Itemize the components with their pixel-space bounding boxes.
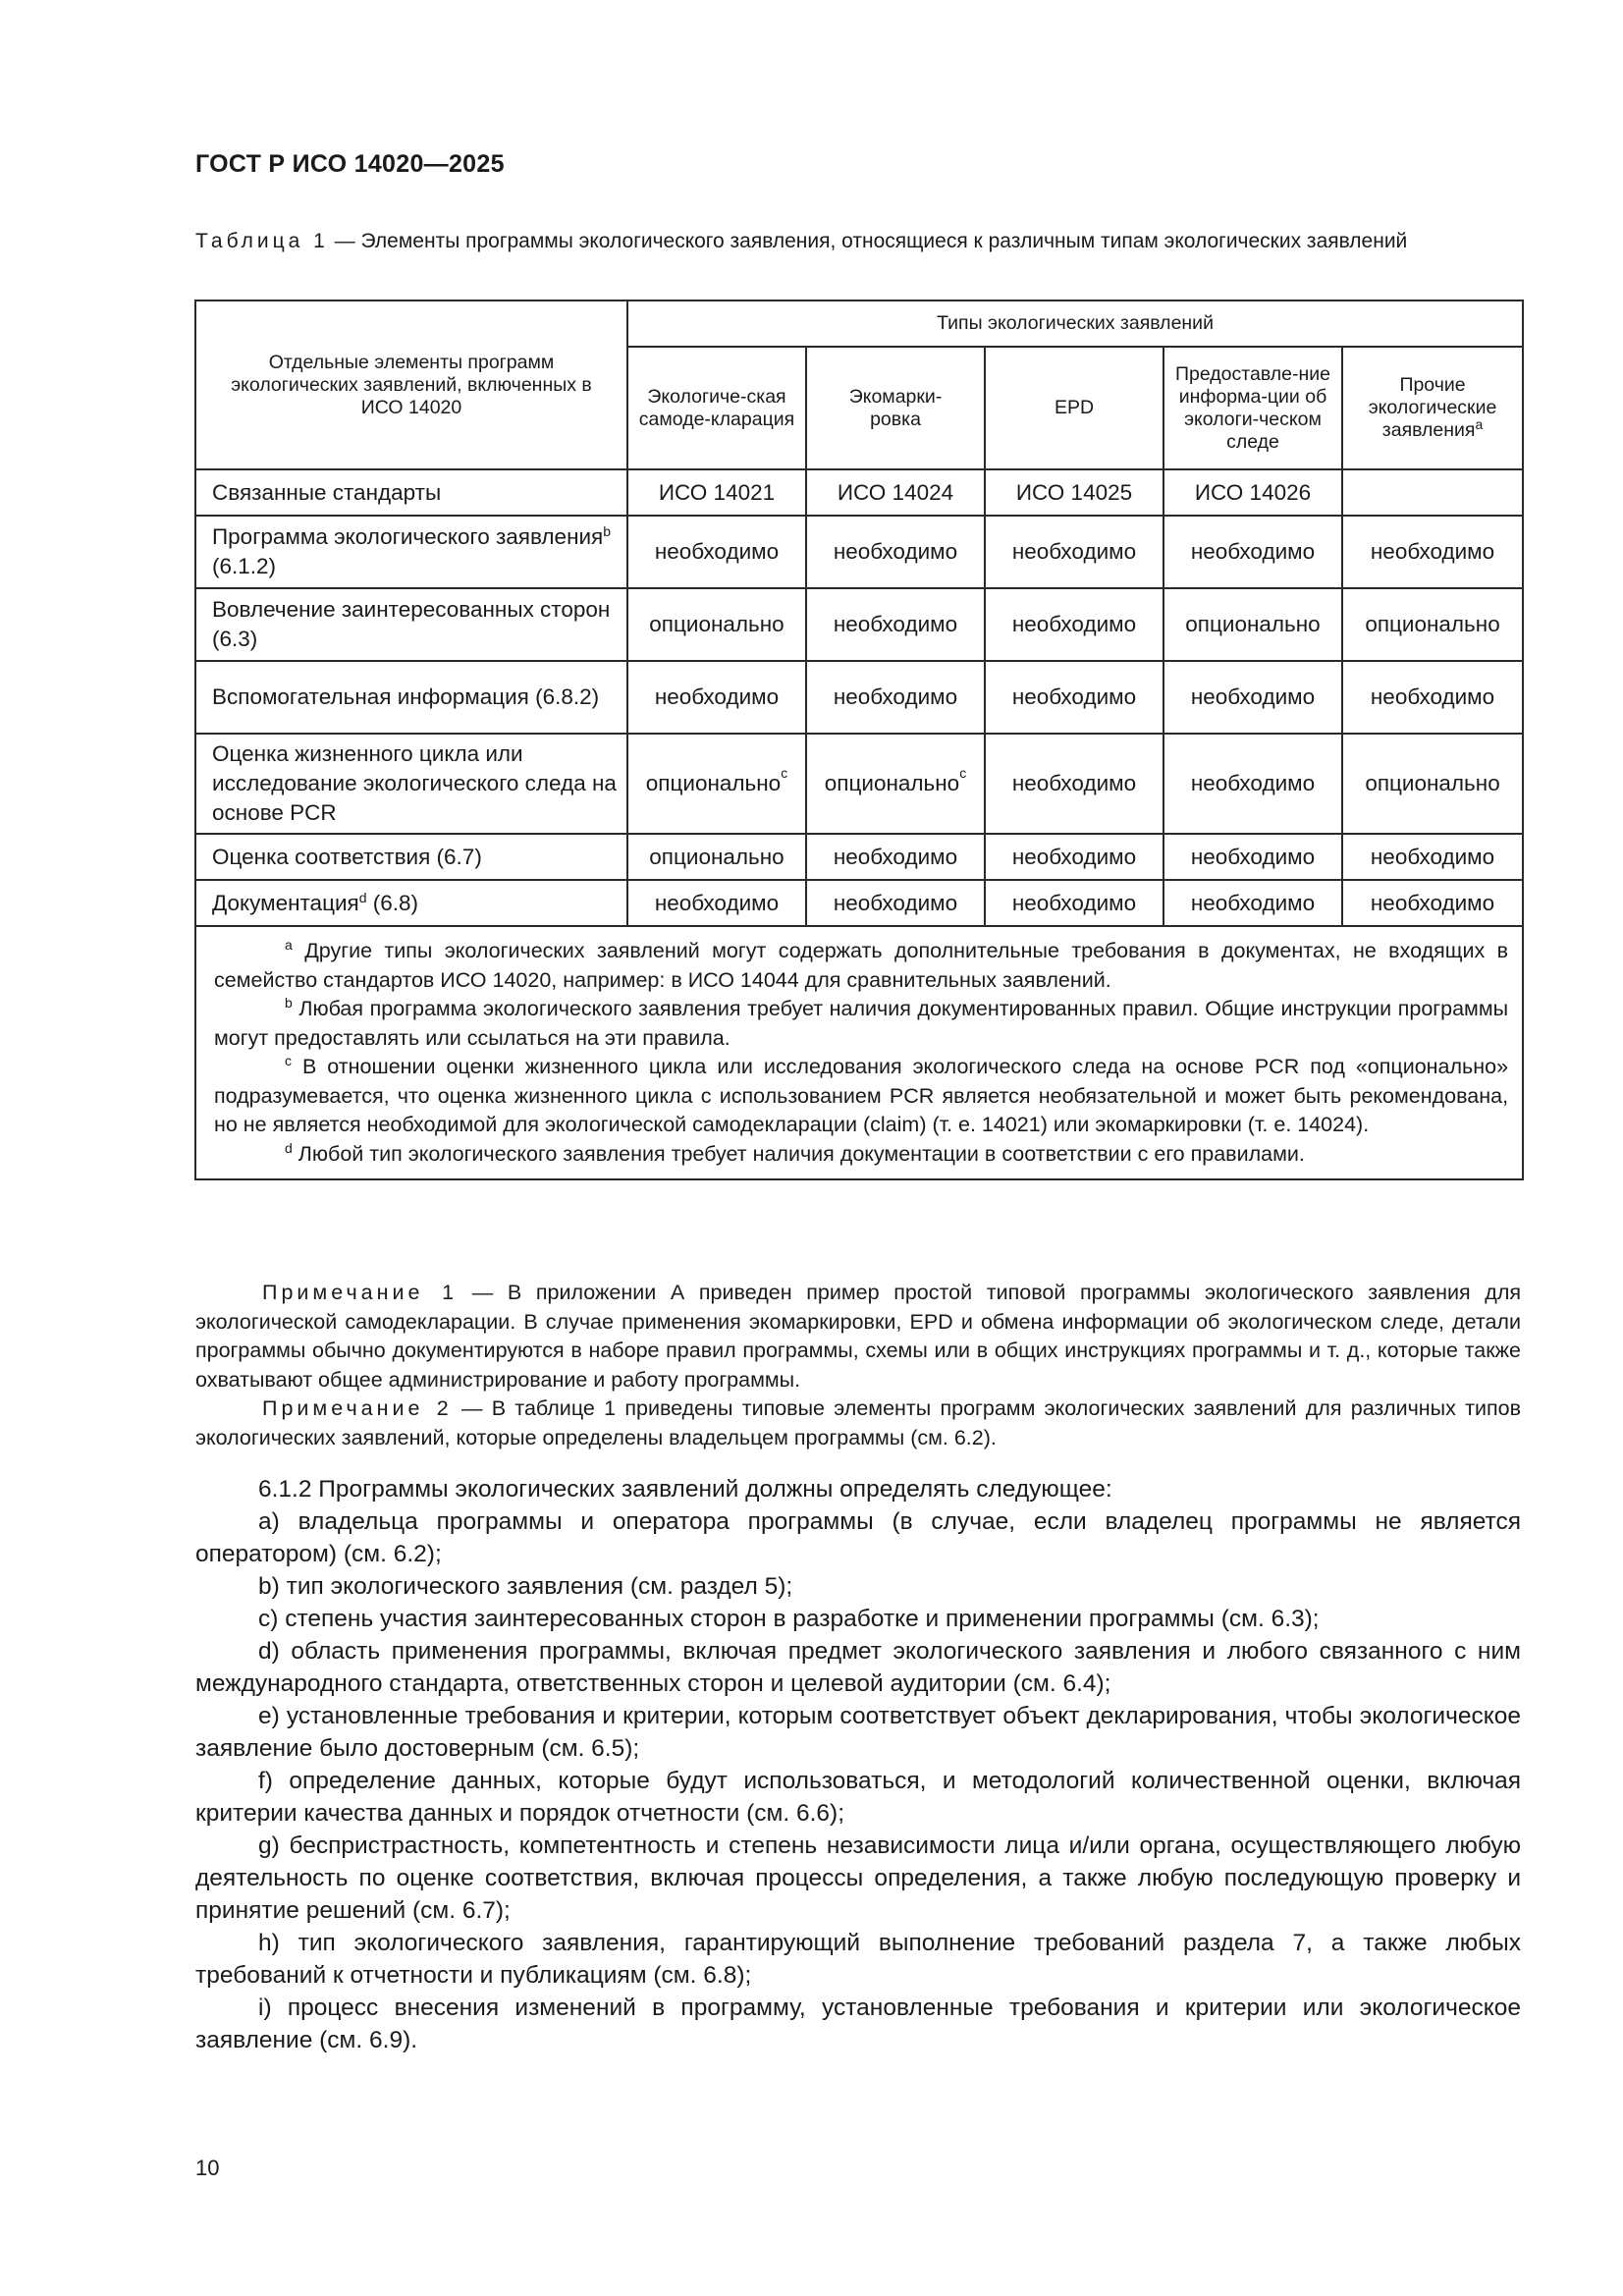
standard-header: ГОСТ Р ИСО 14020—2025 — [195, 150, 505, 178]
table-cell-text: опционально — [1365, 612, 1500, 636]
table-cell-text: необходимо — [833, 684, 958, 709]
footnote-text: В отношении оценки жизненного цикла или исследования экологического следа на основе PCR под «опционально» подразумевается, что оценка жизненного цикла с использованием PCR является необязательной и может быть рекомендована, но не является необходимой для экологической самодекларации (claim) (т. е. 14021) или экомаркировки (т. е. 14024). — [214, 1055, 1509, 1136]
table-cell — [806, 661, 985, 734]
table-row — [195, 834, 1523, 880]
table-cell-text: необходимо — [1370, 844, 1495, 869]
footnote-text: Любая программа экологического заявления требует наличия документированных правил. Общие инструкции программы могут предоставлять или ссылаться на эти правила. — [214, 997, 1509, 1050]
table-cell — [1163, 516, 1342, 588]
table-cell-text: необходимо — [1011, 844, 1137, 869]
col-header-other — [1342, 347, 1523, 469]
caption-text: — Элементы программы экологического заявления, относящиеся к различным типам экологических заявлений — [328, 230, 1408, 252]
table-cell-text: необходимо — [654, 890, 780, 915]
footnote-text: Любой тип экологического заявления требует наличия документации в соответствии с его правилами. — [292, 1141, 1305, 1166]
table-cell-text: ИСО 14025 — [1015, 479, 1133, 505]
col-header-ecolabel: Экомарки-ровка — [806, 347, 985, 469]
table-cell-text: необходимо — [1190, 771, 1316, 795]
table-cell-text: необходимо — [1011, 890, 1137, 915]
table-cell — [806, 734, 985, 834]
table-cell-text: необходимо — [1190, 844, 1316, 869]
table-cell — [1163, 469, 1342, 516]
table-cell — [1342, 834, 1523, 880]
note-1 — [195, 1279, 1521, 1394]
table-cell — [806, 516, 985, 588]
table-cell — [806, 880, 985, 926]
table-cell — [806, 588, 985, 661]
table-cell — [985, 661, 1163, 734]
table-cell-text: необходимо — [1370, 539, 1495, 564]
col-header-other-sup: a — [1475, 416, 1484, 432]
table-cell-text: необходимо — [654, 539, 780, 564]
table-cell — [806, 834, 985, 880]
section-heading-paragraph: 6.1.2 Программы экологических заявлений должны определять следующее: — [258, 1476, 1112, 1503]
table-cell-text: необходимо — [1370, 890, 1495, 915]
table-cell — [806, 469, 985, 516]
caption-label: Таблица 1 — [195, 230, 329, 252]
page-number: 10 — [195, 2156, 220, 2180]
table-cell-text: необходимо — [1370, 684, 1495, 709]
footnote-mark: d — [285, 1139, 293, 1156]
table-cell-text: необходимо — [654, 684, 780, 709]
list-item: c) степень участия заинтересованных сторон в разработке и применении программы (см. 6.3); — [258, 1606, 1320, 1632]
list-item: i) процесс внесения изменений в программу, установленные требования и критерии или экологическое заявление (см. 6.9). — [195, 1995, 1521, 2053]
table-row — [195, 661, 1523, 734]
table-row — [195, 516, 1523, 588]
claims-table — [194, 300, 1524, 1180]
list-item: g) беспристрастность, компетентность и степень независимости лица и/или органа, осуществляющего любую деятельность по оценке соответствия, включая процессы определения, а также любую последующую проверку и принятие решений (см. 6.7); — [195, 1832, 1521, 1924]
body-text — [195, 1473, 1521, 2056]
table-cell-text: опционально — [1185, 612, 1321, 636]
table-cell-text: ИСО 14026 — [1194, 479, 1312, 505]
table-caption — [195, 228, 1521, 255]
note-2-label: Примечание 2 — [262, 1396, 453, 1420]
row-label — [195, 588, 627, 661]
table-cell — [1342, 588, 1523, 661]
table-row — [195, 734, 1523, 834]
table-cell-text: ИСО 14024 — [837, 479, 954, 505]
table-cell — [1163, 834, 1342, 880]
table-cell — [627, 588, 806, 661]
list-item: b) тип экологического заявления (см. раздел 5); — [258, 1573, 793, 1600]
table-cell — [1342, 661, 1523, 734]
row-label-text: Программа экологического заявления — [212, 524, 604, 549]
table-cell-text: необходимо — [833, 844, 958, 869]
table-cell — [627, 834, 806, 880]
row-label-text: Вспомогательная информация (6.8.2) — [212, 684, 600, 709]
table-footnotes — [195, 926, 1523, 1179]
table-cell-text: необходимо — [1011, 771, 1137, 795]
table-cell — [985, 734, 1163, 834]
table-cell — [985, 469, 1163, 516]
note-2 — [195, 1394, 1521, 1452]
row-label — [195, 661, 627, 734]
table-cell — [627, 880, 806, 926]
footnote — [214, 1053, 1508, 1140]
list-item: h) тип экологического заявления, гарантирующий выполнение требований раздела 7, а также любых требований к отчетности и публикациям (см. 6.8); — [195, 1930, 1521, 1989]
row-label — [195, 734, 627, 834]
table-cell-text: необходимо — [833, 539, 958, 564]
table-cell-text: необходимо — [1011, 612, 1137, 636]
note-2-text: — В таблице 1 приведены типовые элементы программ экологических заявлений для различных типов экологических заявлений, которые определены владельцем программы (см. 6.2). — [195, 1396, 1522, 1449]
table-cell — [627, 469, 806, 516]
row-label — [195, 834, 627, 880]
col-header-epd: EPD — [985, 347, 1163, 469]
table-cell — [1163, 661, 1342, 734]
table-cell-text: необходимо — [1011, 539, 1137, 564]
table-cell-text: необходимо — [1190, 684, 1316, 709]
table-cell — [1342, 880, 1523, 926]
table-cell — [1163, 734, 1342, 834]
row-label-sup: d — [358, 889, 367, 905]
table-body — [195, 469, 1523, 926]
col-header-footprint: Предоставле-ние информа-ции об экологи-ческом следе — [1163, 347, 1342, 469]
row-label-sup: b — [603, 523, 612, 539]
table-cell — [985, 880, 1163, 926]
table-cell-text: необходимо — [1190, 539, 1316, 564]
footnote-mark: c — [285, 1053, 292, 1068]
table-cell-text: опционально — [824, 771, 960, 795]
table-cell — [627, 516, 806, 588]
row-label-text: Оценка жизненного цикла или исследование экологического следа на основе PCR — [212, 741, 617, 825]
row-label-text: Документация — [212, 890, 359, 915]
table-cell — [985, 834, 1163, 880]
footnote-mark: a — [285, 937, 293, 953]
table-cell-text: ИСО 14021 — [658, 479, 776, 505]
footnote — [214, 995, 1508, 1053]
footnote-mark: b — [285, 995, 293, 1011]
table-row — [195, 469, 1523, 516]
table-cell — [1163, 880, 1342, 926]
notes-block — [195, 1279, 1521, 1452]
table-cell — [1342, 734, 1523, 834]
row-label-text: Вовлечение заинтересованных сторон (6.3) — [212, 597, 611, 651]
table-cell — [1163, 588, 1342, 661]
table-cell-text: опционально — [649, 844, 784, 869]
table-cell — [1342, 469, 1523, 516]
col-header-self-declaration: Экологиче-ская самоде-кларация — [627, 347, 806, 469]
table-cell — [1342, 516, 1523, 588]
list-item: e) установленные требования и критерии, которым соответствует объект декларирования, чтобы экологическое заявление было достоверным (см. 6.5); — [195, 1703, 1521, 1762]
table-cell-sup: c — [959, 765, 967, 781]
footnote — [214, 937, 1508, 995]
table-corner-header: Отдельные элементы программ экологических заявлений, включенных в ИСО 14020 — [195, 301, 627, 469]
table-row — [195, 588, 1523, 661]
list-item: f) определение данных, которые будут использоваться, и методологий количественной оценки, включая критерии качества данных и порядок отчетности (см. 6.6); — [195, 1768, 1521, 1827]
col-header-other-label: Прочие экологические заявления — [1368, 374, 1497, 441]
row-label — [195, 516, 627, 588]
table-cell-text: необходимо — [1011, 684, 1137, 709]
table-group-header: Типы экологических заявлений — [627, 301, 1523, 347]
note-1-label: Примечание 1 — [262, 1281, 459, 1304]
table-cell-text: необходимо — [833, 890, 958, 915]
list-item: а) владельца программы и оператора программы (в случае, если владелец программы не является оператором) (см. 6.2); — [195, 1508, 1521, 1567]
table-cell — [985, 516, 1163, 588]
table-cell-text: опционально — [649, 612, 784, 636]
note-1-text: — В приложении А приведен пример простой типовой программы экологического заявления для экологической самодекларации. В случае применения экомаркировки, EPD и обмена информации об экологическом следе, детали программы обычно документируются в наборе правил программы, схемы или в общих инструкциях программы и т. д., которые также охватывают общее администрирование и работу программы. — [195, 1281, 1522, 1392]
table-cell-text: необходимо — [1190, 890, 1316, 915]
row-label — [195, 469, 627, 516]
row-label — [195, 880, 627, 926]
table-cell — [627, 734, 806, 834]
footnote — [214, 1140, 1508, 1170]
table-cell-text: опционально — [1365, 771, 1500, 795]
table-cell-text: опционально — [645, 771, 782, 795]
table-cell-sup: c — [781, 765, 788, 781]
row-label-text: Оценка соответствия (6.7) — [212, 844, 482, 869]
table-row — [195, 880, 1523, 926]
list-item: d) область применения программы, включая предмет экологического заявления и любого связанного с ним международного стандарта, ответственных сторон и целевой аудитории (см. 6.4); — [195, 1638, 1521, 1697]
table-cell-text: необходимо — [833, 612, 958, 636]
table-cell — [627, 661, 806, 734]
row-label-text: Связанные стандарты — [212, 479, 442, 505]
table-cell — [985, 588, 1163, 661]
row-label-suffix: (6.8) — [366, 890, 419, 915]
row-label-suffix: (6.1.2) — [212, 554, 277, 578]
footnote-text: Другие типы экологических заявлений могут содержать дополнительные требования в документах, не входящих в семейство стандартов ИСО 14020, например: в ИСО 14044 для сравнительных заявлений. — [214, 939, 1509, 992]
